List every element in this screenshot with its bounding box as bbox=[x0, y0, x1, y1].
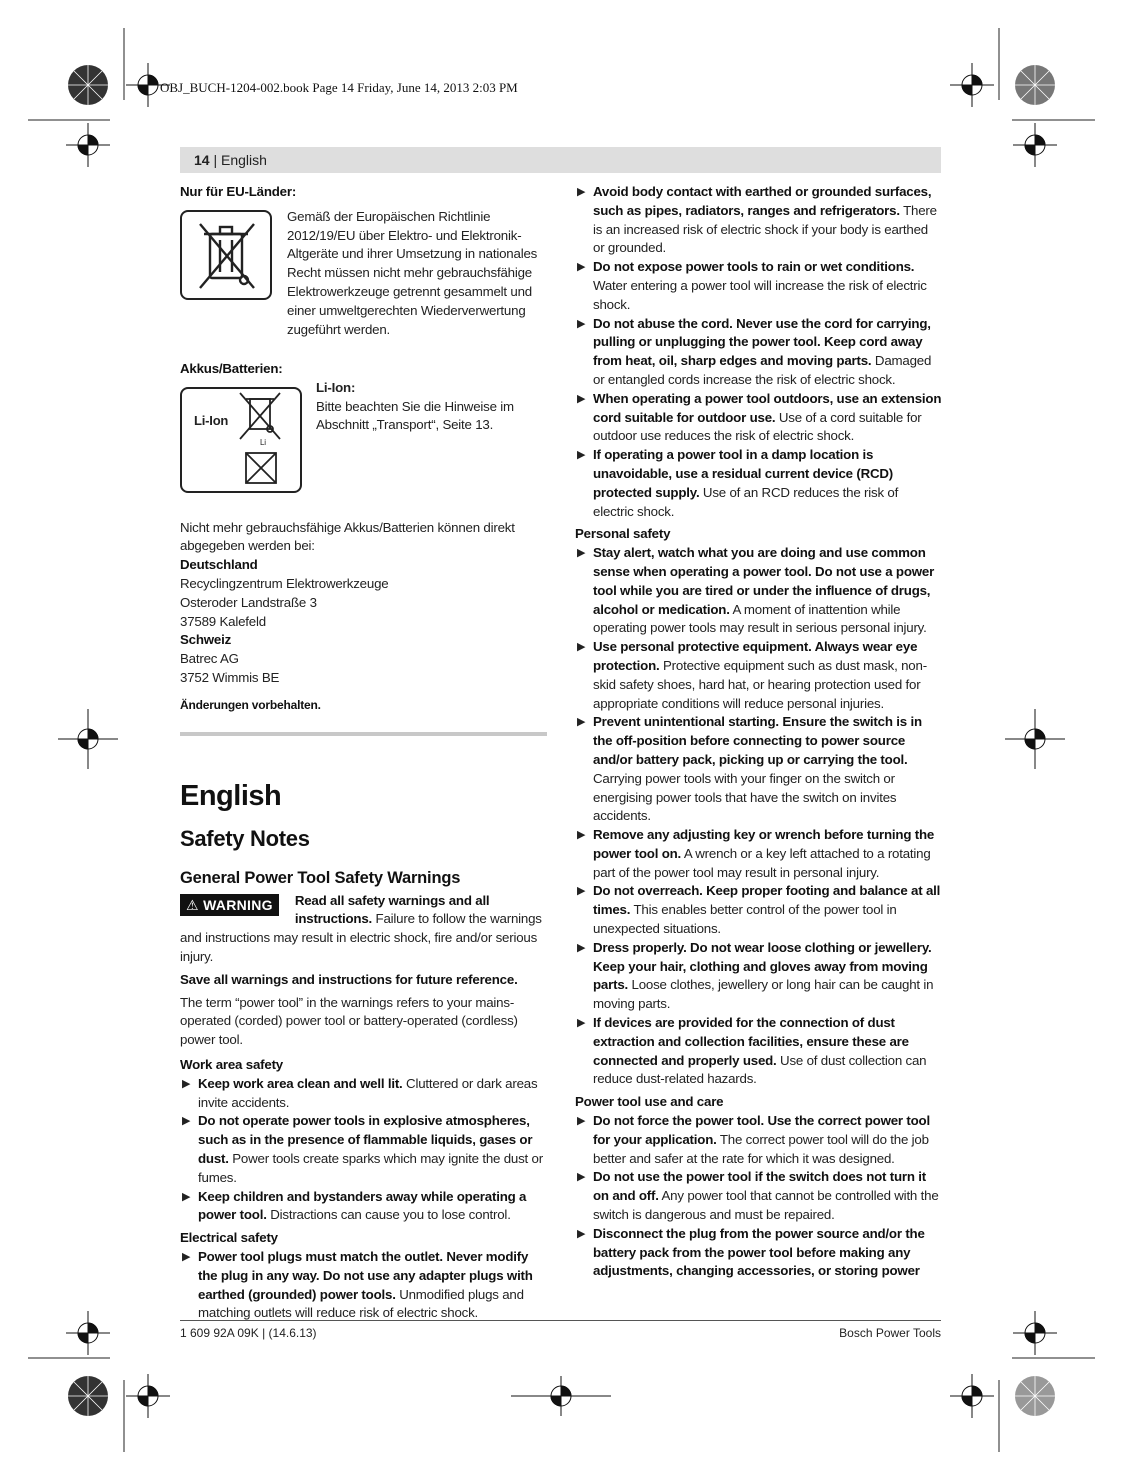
bullet-bold-text: Remove any adjusting key or wrench before turning the power tool on. bbox=[593, 827, 935, 861]
bullet-arrow-icon: ▶ bbox=[182, 1115, 191, 1128]
germany-label: Deutschland bbox=[180, 557, 258, 573]
electrical-list-left bbox=[180, 1248, 547, 1323]
page-number: 14 bbox=[194, 152, 210, 168]
bullet-item bbox=[575, 183, 942, 258]
electrical-heading: Electrical safety bbox=[180, 1230, 278, 1246]
battery-heading: Akkus/Batterien: bbox=[180, 360, 283, 376]
bullet-item bbox=[575, 1014, 942, 1089]
bullet-item bbox=[180, 1188, 547, 1226]
bullet-item bbox=[575, 1168, 942, 1224]
bullet-arrow-icon: ▶ bbox=[182, 1250, 191, 1263]
bullet-bold-text: Avoid body contact with earthed or grounded surfaces, such as pipes, radiators, ranges and refrigerators. bbox=[593, 184, 932, 218]
bullet-bold-text: If devices are provided for the connection of dust extraction and collection facilities, ensure these are connected and properly used. bbox=[593, 1015, 909, 1068]
weee-bin-icon bbox=[180, 210, 272, 300]
germany-address-line-1: Recyclingzentrum Elektrowerkzeuge bbox=[180, 575, 389, 591]
bullet-arrow-icon: ▶ bbox=[577, 1171, 586, 1184]
bullet-item bbox=[575, 390, 942, 446]
battery-block bbox=[180, 381, 547, 517]
bullet-arrow-icon: ▶ bbox=[577, 1017, 586, 1030]
right-column bbox=[575, 183, 942, 1281]
warning-body-text: Failure to follow the warnings and instructions may result in electric shock, fire and/or serious injury. bbox=[180, 911, 542, 964]
bullet-arrow-icon: ▶ bbox=[577, 547, 586, 560]
li-icon-label: Li bbox=[260, 437, 266, 447]
bullet-bold-text: When operating a power tool outdoors, use an extension cord suitable for outdoor use. bbox=[593, 390, 942, 425]
bullet-bold-text: Do not operate power tools in explosive atmospheres, such as in the presence of flammable liquids, gases or dust. bbox=[198, 1113, 533, 1166]
bullet-item bbox=[180, 1248, 547, 1323]
footer-brand: Bosch Power Tools bbox=[839, 1326, 941, 1340]
heading-safety-notes: Safety Notes bbox=[180, 825, 310, 851]
electrical-list-right bbox=[575, 183, 942, 521]
bullet-bold-text: Keep children and bystanders away while operating a power tool. bbox=[198, 1188, 527, 1223]
bullet-body-text: There is an increased risk of electric shock if your body is earthed or grounded. bbox=[593, 202, 937, 256]
bullet-arrow-icon: ▶ bbox=[577, 449, 586, 462]
bullet-bold-text: Do not abuse the cord. Never use the cord for carrying, pulling or unplugging the power tool. Keep cord away from heat, oil, sharp edges and moving parts. bbox=[593, 315, 931, 369]
warning-badge bbox=[180, 894, 279, 917]
bullet-bold-text: Disconnect the plug from the power source and/or the battery pack from the power tool before making any adjustments, changing accessories, or storing power bbox=[593, 1225, 925, 1279]
bullet-body-text: Water entering a power tool will increase the risk of electric shock. bbox=[593, 277, 927, 312]
warning-triangle-icon: ⚠ bbox=[186, 896, 199, 913]
bullet-arrow-icon: ▶ bbox=[577, 1227, 586, 1240]
bullet-arrow-icon: ▶ bbox=[577, 941, 586, 954]
page-header-bar bbox=[180, 147, 941, 173]
bullet-arrow-icon: ▶ bbox=[182, 1077, 191, 1090]
tool-use-heading: Power tool use and care bbox=[575, 1094, 724, 1110]
bullet-item bbox=[575, 1112, 942, 1168]
bullet-body-text: Use of an RCD reduces the risk of electric shock. bbox=[593, 484, 899, 519]
bullet-bold-text: Keep work area clean and well lit. bbox=[198, 1075, 403, 1091]
bullet-body-text: A moment of inattention while operating power tools may result in serious personal injury. bbox=[593, 601, 927, 636]
germany-address-line-3: 37589 Kalefeld bbox=[180, 613, 266, 629]
bullet-body-text: Use of dust collection can reduce dust-related hazards. bbox=[593, 1052, 927, 1087]
bullet-arrow-icon: ▶ bbox=[577, 317, 586, 330]
changes-reserved: Änderungen vorbehalten. bbox=[180, 697, 321, 712]
bullet-item bbox=[575, 544, 942, 638]
warning-badge-label: WARNING bbox=[203, 896, 273, 913]
bullet-body-text: Protective equipment such as dust mask, non-skid safety shoes, hard hat, or hearing protection used for appropriate conditions will reduce personal injuries. bbox=[593, 657, 927, 711]
bullet-arrow-icon: ▶ bbox=[577, 392, 586, 405]
bullet-body-text: Use of a cord suitable for outdoor use reduces the risk of electric shock. bbox=[593, 409, 922, 444]
bullet-body-text: Any power tool that cannot be controlled with the switch is dangerous and must be repaired. bbox=[593, 1188, 939, 1223]
bullet-bold-text: If operating a power tool in a damp location is unavoidable, use a residual current device (RCD) protected supply. bbox=[593, 447, 894, 500]
battery-return-text: Nicht mehr gebrauchsfähige Akkus/Batterien können direkt abgegeben werden bei: bbox=[180, 519, 515, 554]
personal-safety-list bbox=[575, 544, 942, 1089]
print-slug-line: OBJ_BUCH-1204-002.book Page 14 Friday, June 14, 2013 2:03 PM bbox=[160, 80, 518, 95]
personal-safety-heading: Personal safety bbox=[575, 526, 671, 542]
bullet-body-text: Unmodified plugs and matching outlets will reduce risk of electric shock. bbox=[198, 1286, 524, 1321]
bullet-arrow-icon: ▶ bbox=[577, 186, 586, 198]
left-column bbox=[180, 183, 547, 1323]
bullet-bold-text: Use personal protective equipment. Always wear eye protection. bbox=[593, 639, 918, 673]
bullet-item bbox=[180, 1075, 547, 1113]
bullet-body-text: The correct power tool will do the job better and safer at the rate for which it was designed. bbox=[593, 1131, 929, 1166]
bullet-body-text: Distractions can cause you to lose control. bbox=[266, 1207, 511, 1223]
bullet-body-text: A wrench or a key left attached to a rotating part of the power tool may result in personal injury. bbox=[593, 845, 931, 880]
bullet-arrow-icon: ▶ bbox=[577, 716, 586, 729]
tool-use-list bbox=[575, 1112, 942, 1281]
bullet-item bbox=[575, 826, 942, 882]
bullet-body-text: Carrying power tools with your finger on the switch or energising power tools that have the switch on invites accidents. bbox=[593, 770, 897, 824]
bullet-body-text: Loose clothes, jewellery or long hair can be caught in moving parts. bbox=[593, 977, 934, 1012]
germany-address-line-2: Osteroder Landstraße 3 bbox=[180, 594, 317, 610]
eu-directive-text: Gemäß der Europäischen Richtlinie 2012/19/EU über Elektro- und Elektronik-Altgeräte und ihrer Umsetzung in nationales Recht müssen nicht mehr gebrauchsfähige Elektrowerkzeuge getrennt gesammelt und einer umweltgerechten Wiederverwertung zugeführt werden. bbox=[287, 208, 538, 337]
switzerland-address-line-1: Batrec AG bbox=[180, 651, 239, 667]
bullet-arrow-icon: ▶ bbox=[577, 261, 586, 274]
bullet-item bbox=[575, 446, 942, 521]
power-tool-term-text: The term “power tool” in the warnings refers to your mains-operated (corded) power tool or battery-operated (cordless) power tool. bbox=[180, 994, 518, 1048]
header-section: | English bbox=[209, 152, 267, 168]
bullet-bold-text: Do not expose power tools to rain or wet conditions. bbox=[593, 259, 915, 275]
switzerland-address-line-2: 3752 Wimmis BE bbox=[180, 669, 280, 685]
eu-heading: Nur für EU-Länder: bbox=[180, 184, 297, 199]
bullet-item bbox=[575, 1225, 942, 1281]
bullet-arrow-icon: ▶ bbox=[182, 1190, 191, 1203]
bullet-arrow-icon: ▶ bbox=[577, 829, 586, 842]
page-header bbox=[194, 152, 267, 168]
switzerland-label: Schweiz bbox=[180, 632, 232, 648]
bullet-body-text: This enables better control of the power tool in unexpected situations. bbox=[593, 902, 897, 937]
bullet-bold-text: Do not use the power tool if the switch does not turn it on and off. bbox=[593, 1169, 927, 1204]
heading-general-warnings: General Power Tool Safety Warnings bbox=[180, 868, 461, 887]
bullet-item bbox=[575, 315, 942, 390]
section-divider bbox=[180, 732, 547, 736]
warning-block bbox=[180, 892, 547, 967]
liion-icon-label: Li-Ion bbox=[194, 412, 229, 428]
bullet-item bbox=[575, 638, 942, 713]
bullet-body-text: Cluttered or dark areas invite accidents. bbox=[198, 1075, 538, 1110]
eu-disposal-block bbox=[180, 208, 547, 360]
bullet-arrow-icon: ▶ bbox=[577, 1115, 586, 1128]
bullet-bold-text: Stay alert, watch what you are doing and use common sense when operating a power tool. Do not use a power tool while you are tired or under the influence of drugs, alcohol or medication. bbox=[593, 545, 935, 617]
bullet-bold-text: Dress properly. Do not wear loose clothing or jewellery. Keep your hair, clothing and gloves away from moving parts. bbox=[593, 939, 932, 993]
bullet-bold-text: Do not force the power tool. Use the correct power tool for your application. bbox=[593, 1113, 930, 1147]
heading-english: English bbox=[180, 779, 282, 812]
footer-rule bbox=[180, 1320, 941, 1321]
bullet-item bbox=[575, 713, 942, 826]
bullet-bold-text: Do not overreach. Keep proper footing and balance at all times. bbox=[593, 883, 941, 918]
bullet-bold-text: Prevent unintentional starting. Ensure the switch is in the off-position before connecting to power source and/or battery pack, picking up or carrying the tool. bbox=[593, 714, 922, 767]
liion-heading: Li-Ion: bbox=[316, 379, 356, 395]
liion-recycling-icon bbox=[180, 387, 302, 493]
work-area-list bbox=[180, 1075, 547, 1225]
bullet-body-text: Damaged or entangled cords increase the risk of electric shock. bbox=[593, 353, 932, 387]
liion-transport-text: Bitte beachten Sie die Hinweise im Abschnitt „Transport“, Seite 13. bbox=[316, 398, 514, 433]
bullet-item bbox=[180, 1112, 547, 1187]
warning-bold-text: Read all safety warnings and all instructions. bbox=[294, 892, 490, 927]
work-area-heading: Work area safety bbox=[180, 1056, 283, 1072]
save-instructions: Save all warnings and instructions for future reference. bbox=[180, 971, 518, 987]
bullet-arrow-icon: ▶ bbox=[577, 641, 586, 654]
bullet-item bbox=[575, 258, 942, 314]
bullet-body-text: Power tools create sparks which may ignite the dust or fumes. bbox=[198, 1150, 543, 1185]
bullet-arrow-icon: ▶ bbox=[577, 885, 586, 898]
bullet-item bbox=[575, 882, 942, 938]
bullet-bold-text: Power tool plugs must match the outlet. Never modify the plug in any way. Do not use any adapter plugs with earthed (grounded) power tools. bbox=[198, 1248, 533, 1302]
bullet-item bbox=[575, 939, 942, 1014]
footer-doc-number: 1 609 92A 09K | (14.6.13) bbox=[180, 1326, 317, 1340]
